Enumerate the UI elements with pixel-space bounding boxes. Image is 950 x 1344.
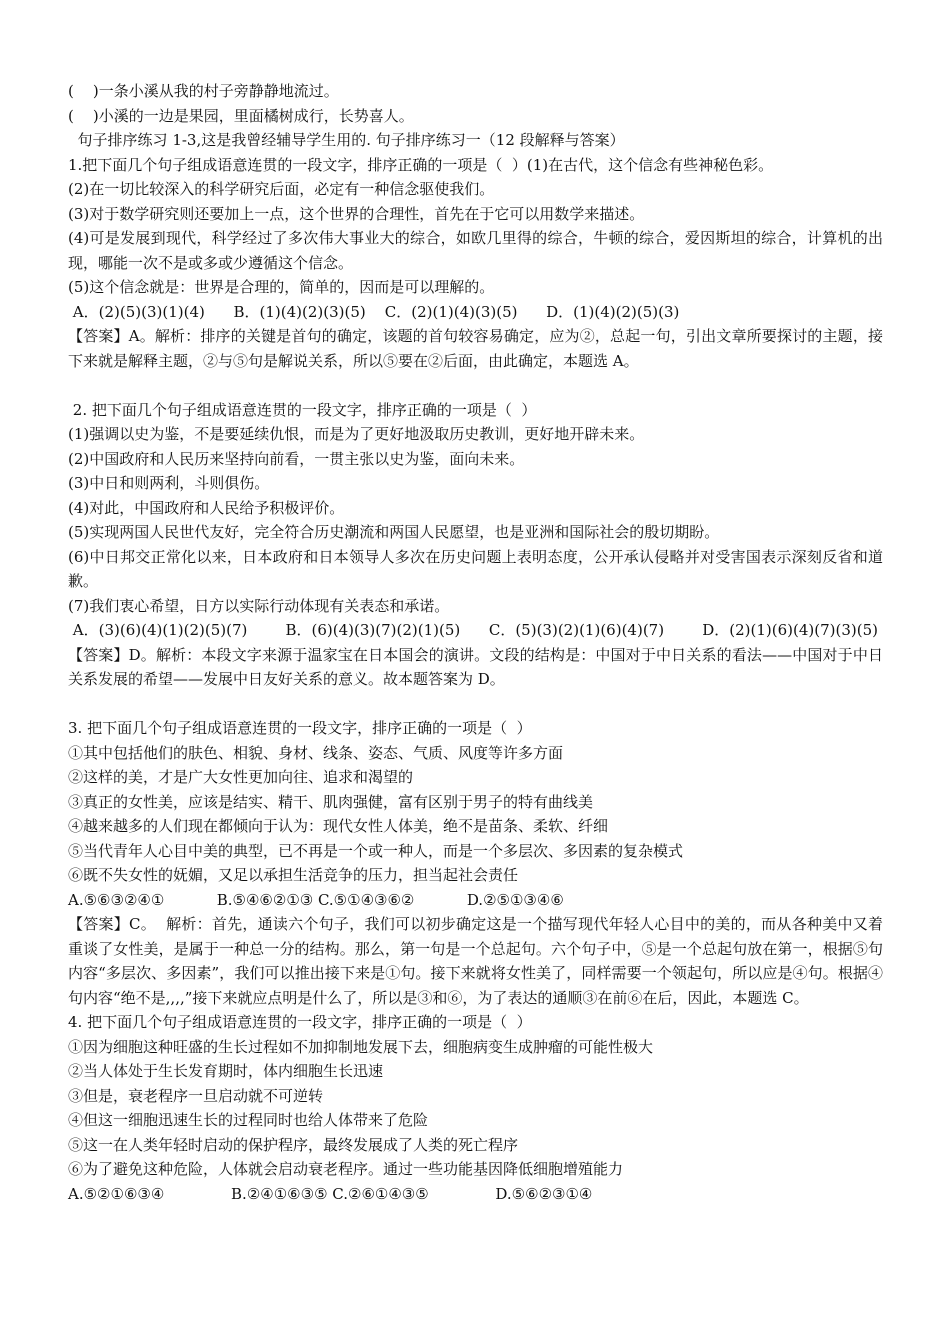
q4-sentence-1: ①因为细胞这种旺盛的生长过程如不加抑制地发展下去，细胞病变生成肿瘤的可能性极大 (68, 1037, 654, 1056)
q4-sentence-6: ⑥为了避免这种危险，人体就会启动衰老程序。通过一些功能基因降低细胞增殖能力 (68, 1160, 624, 1178)
q2-sentence-6: (6)中日邦交正常化以来，日本政府和日本领导人多次在历史问题上表明态度，公开承认侵略并对受害国表示深刻反省和道歉。 (68, 547, 883, 590)
intro-line-1: ( )一条小溪从我的村子旁静静地流过。 (68, 82, 339, 100)
q1-stem: 1.把下面几个句子组成语意连贯的一段文字，排序正确的一项是（ ）(1)在古代，这个信念有些神秘色彩。 (68, 155, 774, 174)
q4-stem: 4. 把下面几个句子组成语意连贯的一段文字，排序正确的一项是（ ） (68, 1013, 532, 1031)
q2-sentence-2: (2)中国政府和人民历来坚持向前看，一贯主张以史为鉴，面向未来。 (68, 449, 525, 468)
q3-sentence-6: ⑥既不失女性的妩媚，又足以承担生活竞争的压力，担当起社会责任 (68, 866, 519, 884)
q3-answer: 【答案】C。 解析：首先，通读六个句子，我们可以初步确定这是一个描写现代年轻人心目中的美的，而从各种美中又着重谈了女性美，是属于一种总一分的结构。那么，第一句是一个总起句。六个句子中，⑤是一个总起句放在第一，根据⑤句内容“多层次、多因素”，我们可以推出接下来是①句。接下来就将女性美了，同样需要一个领起句，所以应是④句。根据④句内容“绝不是,,,,”接下来就应点明是什么了，所以是③和⑥，为了表达的通顺③在前⑥在后，因此，本题选 C。 (68, 915, 883, 1007)
q1-sentence-4: (4)可是发展到现代，科学经过了多次伟大事业大的综合，如欧几里得的综合，牛顿的综合，爱因斯坦的综合，计算机的出现，哪能一次不是或多或少遵循这个信念。 (68, 229, 883, 272)
q1-answer: 【答案】A。解析：排序的关键是首句的确定，该题的首句较容易确定，应为②，总起一句，引出文章所要探讨的主题，接下来就是解释主题，②与⑤句是解说关系，所以⑤要在②后面，由此确定，本题选 A。 (68, 327, 883, 370)
q1-sentence-3: (3)对于数学研究则还要加上一点，这个世界的合理性，首先在于它可以用数学来描述。 (68, 204, 645, 223)
q2-sentence-3: (3)中日和则两利，斗则俱伤。 (68, 474, 270, 492)
section-gap (68, 373, 883, 398)
q3-sentence-2: ②这样的美，才是广大女性更加向往、追求和渴望的 (68, 768, 414, 786)
q1-sentence-2: (2)在一切比较深入的科学研究后面，必定有一种信念驱使我们。 (68, 180, 495, 198)
q4-sentence-2: ②当人体处于生长发育期时，体内细胞生长迅速 (68, 1062, 384, 1080)
section-gap (68, 692, 883, 717)
q3-sentence-5: ⑤当代青年人心目中美的典型，已不再是一个或一种人，而是一个多层次、多因素的复杂模式 (68, 841, 684, 860)
q2-sentence-5: (5)实现两国人民世代友好，完全符合历史潮流和两国人民愿望，也是亚洲和国际社会的殷切期盼。 (68, 523, 720, 541)
q2-sentence-4: (4)对此，中国政府和人民给予积极评价。 (68, 498, 345, 517)
q2-answer: 【答案】D。解析：本段文字来源于温家宝在日本国会的演讲。文段的结构是：中国对于中日关系的看法——中国对于中日关系发展的希望——发展中日友好关系的意义。故本题答案为 D。 (68, 645, 883, 688)
q3-sentence-4: ④越来越多的人们现在都倾向于认为：现代女性人体美，绝不是苗条、柔软、纤细 (68, 817, 609, 835)
q2-stem: 2. 把下面几个句子组成语意连贯的一段文字，排序正确的一项是（ ） (68, 400, 537, 419)
intro-line-2: ( )小溪的一边是果园，里面橘树成行，长势喜人。 (68, 106, 414, 125)
q2-sentence-7: (7)我们衷心希望，日方以实际行动体现有关表态和承诺。 (68, 596, 450, 615)
q3-sentence-1: ①其中包括他们的肤色、相貌、身材、线条、姿态、气质、风度等许多方面 (68, 743, 564, 762)
q4-sentence-5: ⑤这一在人类年轻时启动的保护程序，最终发展成了人类的死亡程序 (68, 1135, 519, 1154)
q3-stem: 3. 把下面几个句子组成语意连贯的一段文字，排序正确的一项是（ ） (68, 719, 532, 737)
q4-options: A.⑤②①⑥③④ B.②④①⑥③⑤ C.②⑥①④③⑤ D.⑤⑥②③①④ (68, 1184, 593, 1203)
document-body (68, 79, 883, 1206)
q1-options: A．(2)(5)(3)(1)(4) B．(1)(4)(2)(3)(5) C．(2)(1)(4)(3)(5) D．(1)(4)(2)(5)(3) (68, 302, 680, 321)
q2-options: A．(3)(6)(4)(1)(2)(5)(7) B．(6)(4)(3)(7)(2)(1)(5) C．(5)(3)(2)(1)(6)(4)(7) D．(2)(1)(6)(4)(7)(3)(5) (68, 621, 878, 639)
q4-sentence-4: ④但这一细胞迅速生长的过程同时也给人体带来了危险 (68, 1111, 429, 1129)
intro-title: 句子排序练习 1-3,这是我曾经辅导学生用的. 句子排序练习一（12 段解释与答案） (68, 131, 625, 149)
q3-options: A.⑤⑥③②④① B.⑤④⑥②①③ C.⑤①④③⑥② D.②⑤①③④⑥ (68, 890, 564, 909)
q3-sentence-3: ③真正的女性美，应该是结实、精干、肌肉强健，富有区别于男子的特有曲线美 (68, 792, 594, 811)
q2-sentence-1: (1)强调以史为鉴，不是要延续仇恨，而是为了更好地汲取历史教训，更好地开辟未来。 (68, 425, 645, 443)
q4-sentence-3: ③但是，衰老程序一旦启动就不可逆转 (68, 1086, 324, 1105)
q1-sentence-5: (5)这个信念就是：世界是合理的，简单的，因而是可以理解的。 (68, 278, 495, 296)
